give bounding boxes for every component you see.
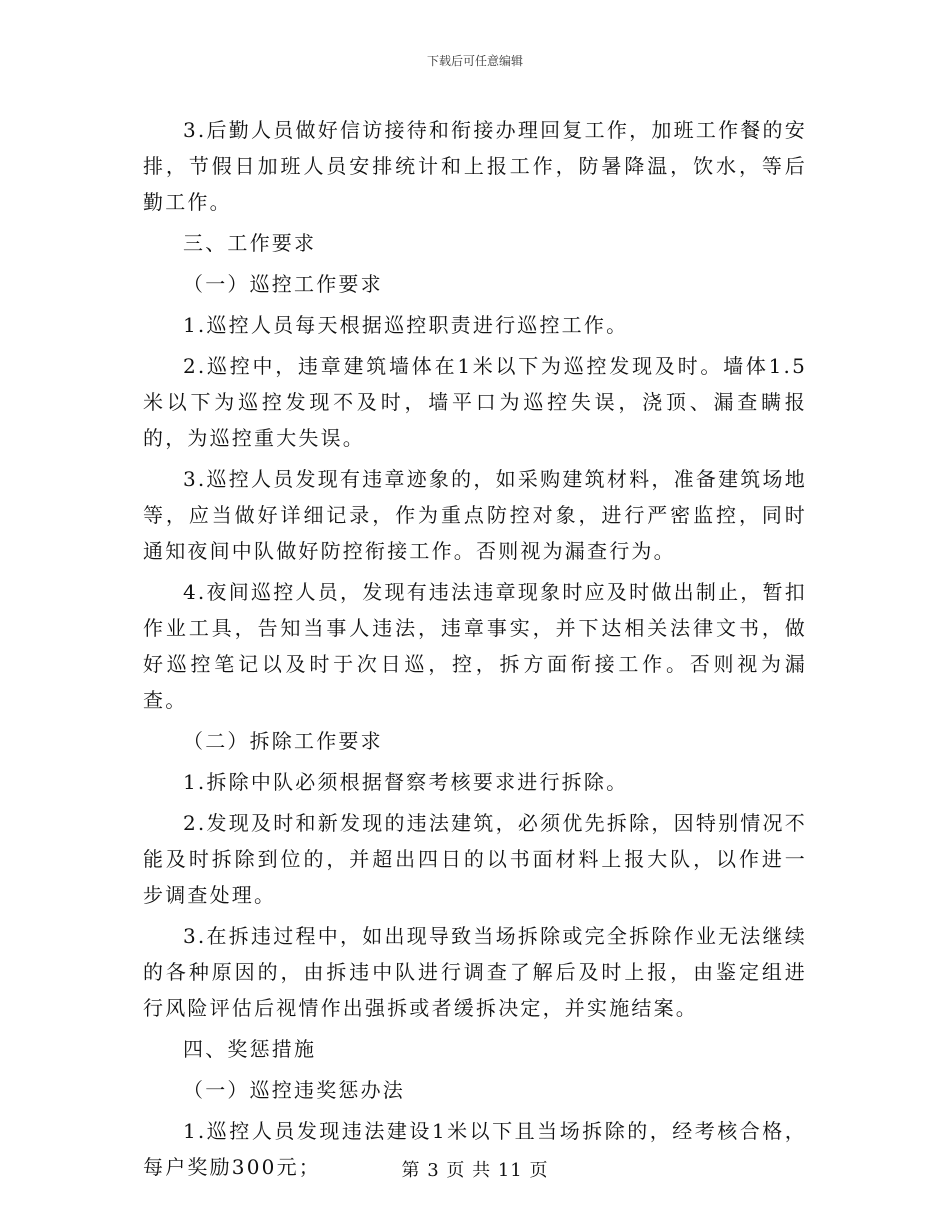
paragraph-patrol-item-4: 4.夜间巡控人员，发现有违法违章现象时应及时做出制止，暂扣作业工具，告知当事人违法，违章事实，并下达相关法律文书，做好巡控笔记以及时于次日巡，控，拆方面衔接工作。否则视为漏查。: [143, 580, 807, 712]
paragraph-demolition-item-3: 3.在拆违过程中，如出现导致当场拆除或完全拆除作业无法继续的各种原因的，由拆违中队进行调查了解后及时上报，由鉴定组进行风险评估后视情作出强拆或者缓拆决定，并实施结案。: [143, 924, 807, 1020]
paragraph-demolition-item-2: 2.发现及时和新发现的违法建筑，必须优先拆除，因特别情况不能及时拆除到位的，并超出四日的以书面材料上报大队，以作进一步调查处理。: [143, 811, 807, 907]
heading-work-requirements: 三、工作要求: [183, 231, 317, 255]
paragraph-reward-item-1: 1.巡控人员发现违法建设1米以下且当场拆除的，经考核合格，每户奖励300元；: [143, 1119, 807, 1179]
subheading-demolition-requirements: （二）拆除工作要求: [183, 729, 383, 753]
paragraph-patrol-item-3: 3.巡控人员发现有违章迹象的，如采购建筑材料，准备建筑场地等，应当做好详细记录，作为重点防控对象，进行严密监控，同时通知夜间中队做好防控衔接工作。否则视为漏查行为。: [143, 467, 807, 563]
paragraph-patrol-item-2: 2.巡控中，违章建筑墙体在1米以下为巡控发现及时。墙体1.5米以下为巡控发现不及时，墙平口为巡控失误，浇顶、漏查瞒报的，为巡控重大失误。: [143, 354, 807, 450]
document-body: [143, 112, 807, 1190]
subheading-patrol-requirements: （一）巡控工作要求: [183, 272, 383, 296]
paragraph-demolition-item-1: 1.拆除中队必须根据督察考核要求进行拆除。: [183, 770, 629, 794]
page-header: 下载后可任意编辑: [426, 54, 523, 68]
heading-reward-penalty: 四、奖惩措施: [183, 1037, 317, 1061]
paragraph-logistics-duties: 3.后勤人员做好信访接待和衔接办理回复工作，加班工作餐的安排，节假日加班人员安排统计和上报工作，防暑降温，饮水，等后勤工作。: [143, 118, 807, 214]
paragraph-patrol-item-1: 1.巡控人员每天根据巡控职责进行巡控工作。: [183, 313, 629, 337]
page-footer: 第 3 页 共 11 页: [401, 1160, 549, 1181]
subheading-patrol-reward-penalty: （一）巡控违奖惩办法: [183, 1078, 405, 1102]
